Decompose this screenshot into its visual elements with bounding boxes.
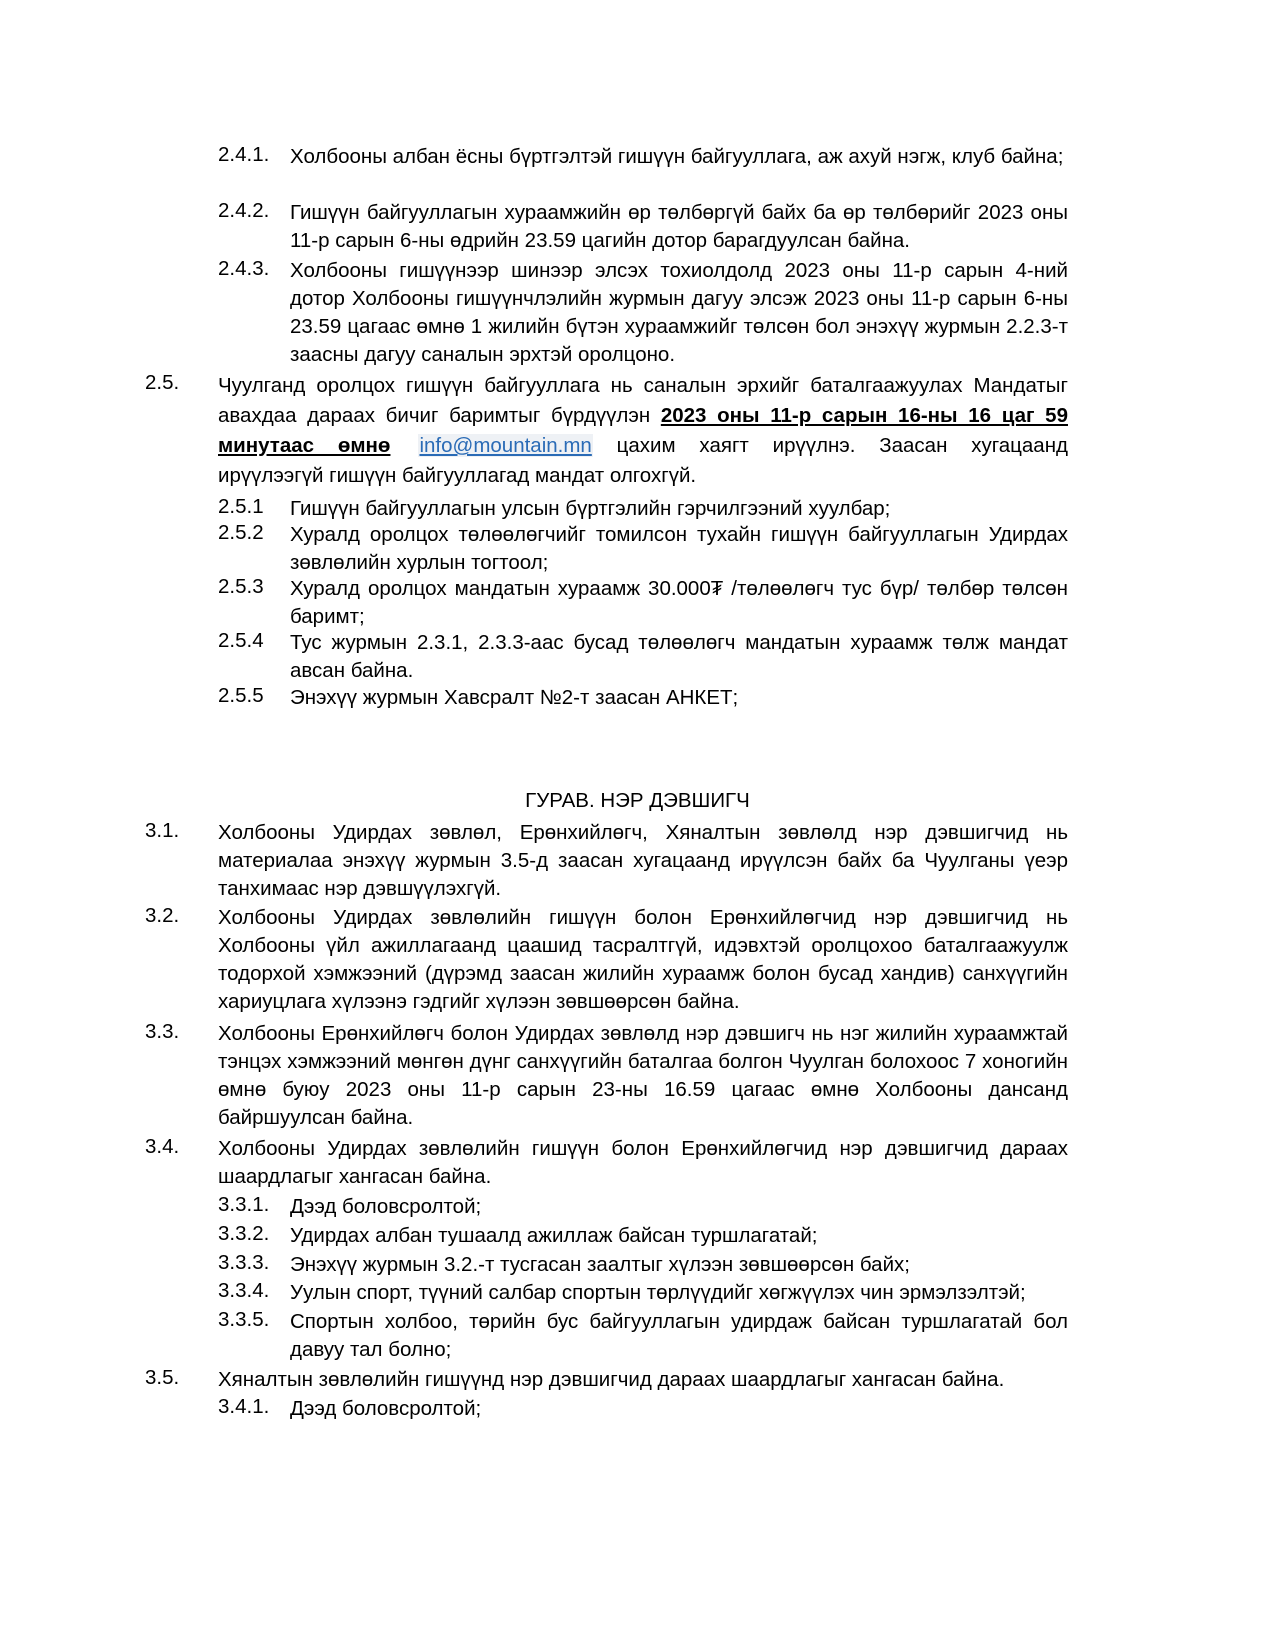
item-number: 3.3.1. bbox=[218, 1193, 270, 1216]
item-text: Холбооны Удирдах зөвлөлийн гишүүн болон Ерөнхийлөгчид нэр дэвшигчид нь Холбооны үйл ажиллагаанд цаашид тасралтгүй, идэвхтэй оролцохоо баталгаажуулж тодорхой хэмжээний (дүрэмд заасан жилийн хураамж болон бусад хандив) санхүүгийн хариуцлага хүлээнэ гэдгийг хүлээн зөвшөөрсөн байна. bbox=[218, 906, 1068, 1013]
item-text-before: Чуулганд оролцох гишүүн байгууллага нь саналын эрхийг баталгаажуулах Мандатыг авахдаа дараах бичиг баримтыг бүрдүүлэн bbox=[218, 374, 1068, 427]
item-text: Хуралд оролцох мандатын хураамж 30.000₮ /төлөөлөгч тус бүр/ төлбөр төлсөн баримт; bbox=[290, 577, 1068, 628]
item-text: Дээд боловсролтой; bbox=[290, 1195, 482, 1218]
item-text: Холбооны албан ёсны бүртгэлтэй гишүүн байгууллага, аж ахуй нэгж, клуб байна; bbox=[290, 145, 1064, 168]
item-number: 3.5. bbox=[145, 1366, 180, 1389]
section-heading: ГУРАВ. НЭР ДЭВШИГЧ bbox=[525, 789, 750, 812]
item-number: 2.4.3. bbox=[218, 257, 270, 280]
item-text: Уулын спорт, түүний салбар спортын төрлүүдийг хөгжүүлэх чин эрмэлзэлтэй; bbox=[290, 1281, 1026, 1304]
item-number: 3.3.2. bbox=[218, 1222, 270, 1245]
item-number: 2.4.2. bbox=[218, 199, 270, 222]
item-number: 3.3. bbox=[145, 1020, 180, 1043]
item-number: 2.5.2 bbox=[218, 521, 264, 544]
item-number: 3.4.1. bbox=[218, 1395, 270, 1418]
item-text: Холбооны Удирдах зөвлөлийн гишүүн болон Ерөнхийлөгчид нэр дэвшигчид дараах шаардлагыг хангасан байна. bbox=[218, 1137, 1068, 1188]
item-text: Хяналтын зөвлөлийн гишүүнд нэр дэвшигчид дараах шаардлагыг хангасан байна. bbox=[218, 1368, 1005, 1391]
item-number: 2.5. bbox=[145, 371, 180, 394]
item-text: Дээд боловсролтой; bbox=[290, 1397, 482, 1420]
item-text: Тус журмын 2.3.1, 2.3.3-аас бусад төлөөлөгч мандатын хураамж төлж мандат авсан байна. bbox=[290, 631, 1068, 682]
item-text: Гишүүн байгууллагын улсын бүртгэлийн гэрчилгээний хуулбар; bbox=[290, 497, 891, 520]
item-number: 3.3.3. bbox=[218, 1251, 270, 1274]
item-number: 2.5.3 bbox=[218, 575, 264, 598]
item-number: 3.3.4. bbox=[218, 1279, 270, 1302]
item-number: 3.2. bbox=[145, 904, 180, 927]
item-text: Спортын холбоо, төрийн бус байгууллагын удирдаж байсан туршлагатай бол давуу тал болно; bbox=[290, 1310, 1068, 1361]
item-text: Холбооны гишүүнээр шинээр элсэх тохиолдолд 2023 оны 11-р сарын 4-ний дотор Холбооны гишүүнчлэлийн журмын дагуу элсэж 2023 оны 11-р сарын 6-ны 23.59 цагаас өмнө 1 жилийн бүтэн хураамжийг төлсөн бол энэхүү журмын 2.2.3-т заасны дагуу саналын эрхтэй оролцоно. bbox=[290, 259, 1068, 366]
item-text: Холбооны Удирдах зөвлөл, Ерөнхийлөгч, Хяналтын зөвлөлд нэр дэвшигчид нь материалаа энэхүү журмын 3.5-д заасан хугацаанд ирүүлсэн байх ба Чуулганы үеэр танхимаас нэр дэвшүүлэхгүй. bbox=[218, 821, 1068, 900]
item-text: Хуралд оролцох төлөөлөгчийг томилсон тухайн гишүүн байгууллагын Удирдах зөвлөлийн хурлын тогтоол; bbox=[290, 523, 1068, 574]
deadline-text: 2023 оны 11-р сарын 16-ны 16 цаг 59 минутаас өмнө bbox=[218, 404, 1068, 457]
item-text: Удирдах албан тушаалд ажиллаж байсан туршлагатай; bbox=[290, 1224, 818, 1247]
item-text-after: цахим хаягт ирүүлнэ. Заасан хугацаанд ирүүлээгүй гишүүн байгууллагад мандат олгохгүй. bbox=[218, 434, 1068, 487]
item-number: 2.5.1 bbox=[218, 495, 264, 518]
email-link[interactable]: info@mountain.mn bbox=[419, 434, 592, 457]
item-number: 2.5.5 bbox=[218, 684, 264, 707]
item-number: 3.1. bbox=[145, 819, 180, 842]
item-number: 3.4. bbox=[145, 1135, 180, 1158]
item-number: 3.3.5. bbox=[218, 1308, 270, 1331]
item-text: Энэхүү журмын 3.2.-т тусгасан заалтыг хүлээн зөвшөөрсөн байх; bbox=[290, 1253, 910, 1276]
item-text: Энэхүү журмын Хавсралт №2-т заасан АНКЕТ; bbox=[290, 686, 739, 709]
item-text bbox=[218, 371, 1068, 491]
item-text: Гишүүн байгууллагын хураамжийн өр төлбөргүй байх ба өр төлбөрийг 2023 оны 11-р сарын 6-ны өдрийн 23.59 цагийн дотор барагдуулсан байна. bbox=[290, 201, 1068, 252]
item-number: 2.5.4 bbox=[218, 629, 264, 652]
item-text: Холбооны Ерөнхийлөгч болон Удирдах зөвлөлд нэр дэвшигч нь нэг жилийн хураамжтай тэнцэх хэмжээний мөнгөн дүнг санхүүгийн баталгаа болгон Чуулган болохоос 7 хоногийн өмнө буюу 2023 оны 11-р сарын 23-ны 16.59 цагаас өмнө Холбооны дансанд байршуулсан байна. bbox=[218, 1022, 1068, 1129]
item-number: 2.4.1. bbox=[218, 143, 270, 166]
